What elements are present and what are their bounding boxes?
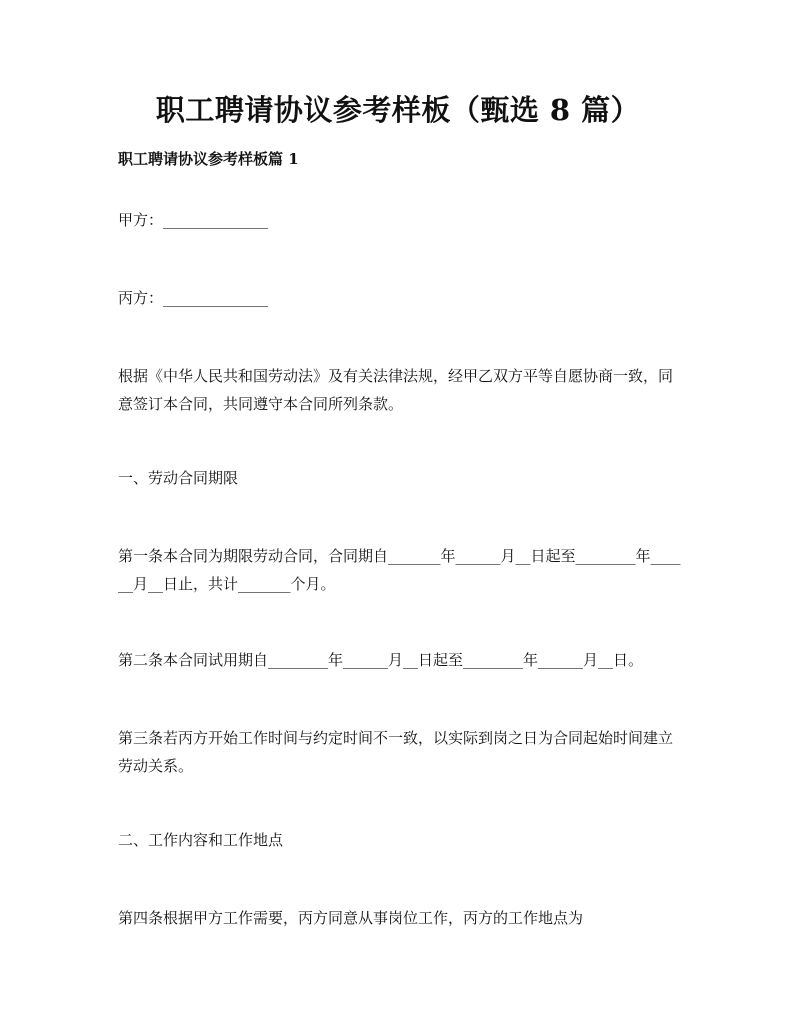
section-heading-1: 一、劳动合同期限 [118, 469, 239, 487]
party-a-line: 甲方：______________ [118, 211, 269, 229]
intro-paragraph: 根据《中华人民共和国劳动法》及有关法律法规，经甲乙双方平等自愿协商一致，同意签订本合同，共同遵守本合同所列条款。 [118, 367, 674, 413]
party-c-line: 丙方：______________ [118, 289, 269, 307]
article-2: 第二条本合同试用期自________年______月__日起至________年______月__日。 [118, 651, 644, 669]
section-heading-2: 二、工作内容和工作地点 [118, 831, 284, 849]
article-3: 第三条若丙方开始工作时间与约定时间不一致，以实际到岗之日为合同起始时间建立劳动关系。 [118, 729, 674, 775]
document-title: 职工聘请协议参考样板（甄选 8 篇） [155, 93, 641, 127]
article-1: 第一条本合同为期限劳动合同，合同期自_______年______月__日起至________年______月__日止，共计_______个月。 [118, 547, 681, 593]
article-4: 第四条根据甲方工作需要，丙方同意从事岗位工作，丙方的工作地点为 [118, 909, 584, 927]
document-subtitle: 职工聘请协议参考样板篇 1 [118, 150, 299, 168]
